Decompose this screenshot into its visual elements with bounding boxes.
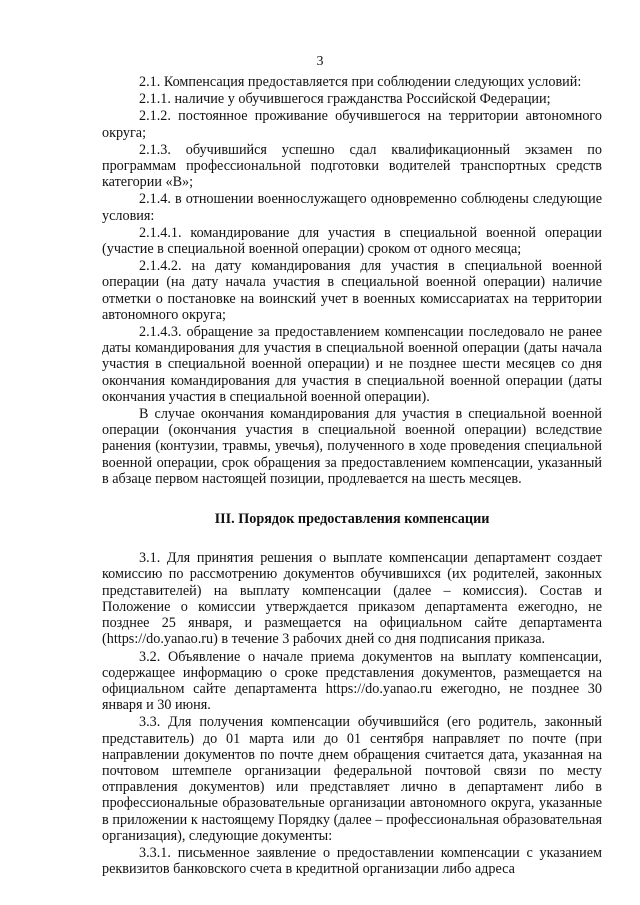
- paragraph-2-1-4: 2.1.4. в отношении военнослужащего одновременно соблюдены следующие условия:: [102, 191, 602, 224]
- paragraph-2-1-4-2: 2.1.4.2. на дату командирования для участия в специальной военной операции (на дату начала участия в специальной военной операции) наличие отметки о постановке на воинский учет в военных комиссариатах на территории автономного округа;: [102, 258, 602, 323]
- paragraph-extension-note: В случае окончания командирования для участия в специальной военной операции (окончания участия в специальной военной операции) вследствие ранения (контузии, травмы, увечья), полученного в ходе проведения специальной военной операции, срок обращения за предоставлением компенсации, указанный в абзаце первом настоящей позиции, продлевается на шесть месяцев.: [102, 406, 602, 487]
- paragraph-2-1-3: 2.1.3. обучившийся успешно сдал квалификационный экзамен по программам профессиональной подготовки водителей транспортных средств категории «В»;: [102, 141, 602, 191]
- page-number: 3: [316, 54, 324, 69]
- paragraph-3-1: 3.1. Для принятия решения о выплате компенсации департамент создает комиссию по рассмотрению документов обучившихся (их родителей, законных представителей) на выплату компенсации (далее – комиссия). Состав и Положение о комиссии утверждается приказом департамента ежегодно, не позднее 25 января, и размещается на официальном сайте департамента (https://do.yanao.ru) в течение 3 рабочих дней со дня подписания приказа.: [102, 550, 602, 648]
- paragraph-3-3: 3.3. Для получения компенсации обучившийся (его родитель, законный представитель) до 01 марта или до 01 сентября направляет по почте (при направлении документов по почте днем обращения считается дата, указанная на почтовом штемпеле организации федеральной почтовой связи по месту отправления документов) или представляет лично в департамент либо в профессиональные образовательные организации автономного округа, указанные в приложении к настоящему Порядку (далее – профессиональная образовательная организация), следующие документы:: [102, 714, 602, 844]
- paragraph-2-1-1: 2.1.1. наличие у обучившегося гражданства Российской Федерации;: [139, 91, 551, 108]
- paragraph-3-3-1: 3.3.1. письменное заявление о предоставлении компенсации с указанием реквизитов банковского счета в кредитной организации либо адреса: [102, 844, 602, 878]
- section-heading: III. Порядок предоставления компенсации: [214, 511, 490, 528]
- paragraph-2-1-4-3: 2.1.4.3. обращение за предоставлением компенсации последовало не ранее даты командирования для участия в специальной военной операции (даты начала участия в специальной военной операции) и не позднее шести месяцев со дня окончания командирования для участия в специальной военной операции (даты окончания участия в специальной военной операции).: [102, 324, 602, 405]
- paragraph-2-1: 2.1. Компенсация предоставляется при соблюдении следующих условий:: [139, 74, 582, 90]
- paragraph-2-1-2: 2.1.2. постоянное проживание обучившегося на территории автономного округа;: [102, 108, 602, 141]
- document-body: [102, 74, 602, 877]
- paragraph-2-1-4-1: 2.1.4.1. командирование для участия в специальной военной операции (участие в специальной военной операции) сроком от одного месяца;: [102, 224, 602, 258]
- paragraph-3-2: 3.2. Объявление о начале приема документов на выплату компенсации, содержащее информацию о сроке представления документов, размещается на официальном сайте департамента https://do.yanao.ru ежегодно, не позднее 30 января и 30 июня.: [102, 648, 602, 714]
